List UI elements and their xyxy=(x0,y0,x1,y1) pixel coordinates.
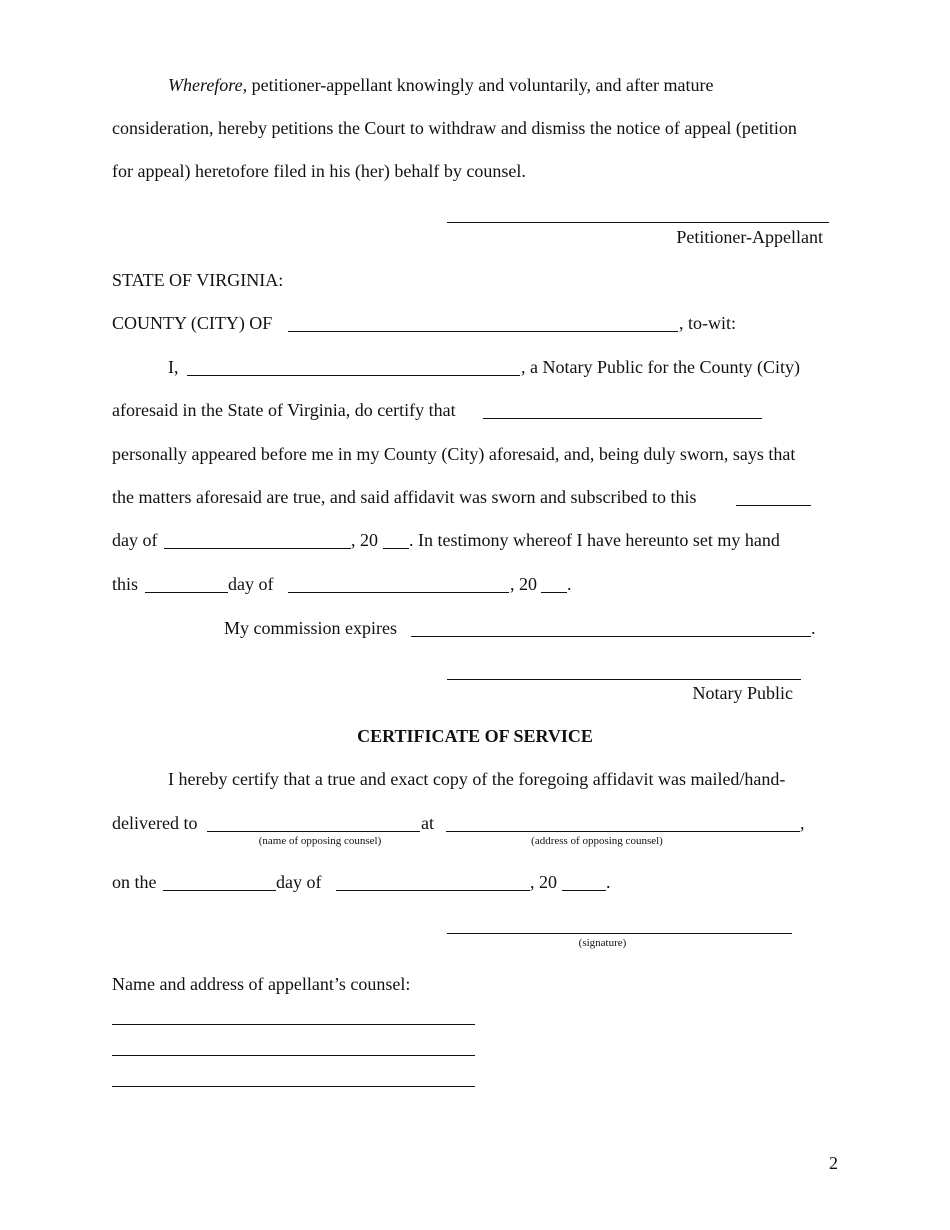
petitioner-signature-line[interactable] xyxy=(447,222,829,223)
delivered-to-prefix: delivered to xyxy=(112,813,198,833)
county-suffix: , to-wit: xyxy=(679,313,736,333)
hand-year-blank[interactable] xyxy=(541,592,567,593)
on-year-prefix: , 20 xyxy=(530,872,557,892)
certificate-signature-line[interactable] xyxy=(447,933,792,934)
name-caption: (name of opposing counsel) xyxy=(258,835,382,847)
on-the-prefix: on the xyxy=(112,872,157,892)
testimony-text: . In testimony whereof I have hereunto set my hand xyxy=(409,530,780,550)
counsel-line-2[interactable] xyxy=(112,1055,475,1056)
notary-name-blank[interactable] xyxy=(187,375,520,376)
commission-end: . xyxy=(811,618,816,638)
wherefore-word: Wherefore, xyxy=(168,75,248,95)
intro-line-1 xyxy=(168,74,713,96)
this-prefix: this xyxy=(112,574,139,594)
petitioner-appellant-label: Petitioner-Appellant xyxy=(676,227,823,247)
signature-caption: (signature) xyxy=(578,937,627,949)
service-day-blank[interactable] xyxy=(163,890,276,891)
page-number: 2 xyxy=(829,1153,838,1173)
hand-day-blank[interactable] xyxy=(145,592,228,593)
sworn-year-blank[interactable] xyxy=(383,548,409,549)
aforesaid-text: aforesaid in the State of Virginia, do certify that xyxy=(112,400,456,420)
counsel-label: Name and address of appellant’s counsel: xyxy=(112,974,411,994)
at-word: at xyxy=(421,813,434,833)
commission-text: My commission expires xyxy=(224,618,397,638)
service-year-blank[interactable] xyxy=(562,890,606,891)
intro-line-3: for appeal) heretofore filed in his (her) behalf by counsel. xyxy=(112,161,526,181)
notary-signature-line[interactable] xyxy=(447,679,801,680)
notary-i-suffix: , a Notary Public for the County (City) xyxy=(521,357,800,377)
county-prefix: COUNTY (CITY) OF xyxy=(112,313,273,333)
counsel-line-3[interactable] xyxy=(112,1086,475,1087)
intro-line-2: consideration, hereby petitions the Court to withdraw and dismiss the notice of appeal (petition xyxy=(112,118,797,138)
on-day-of: day of xyxy=(276,872,322,892)
opposing-counsel-name-blank[interactable] xyxy=(207,831,420,832)
this-year-prefix: , 20 xyxy=(510,574,537,594)
on-end: . xyxy=(606,872,611,892)
this-day-of: day of xyxy=(228,574,274,594)
service-month-blank[interactable] xyxy=(336,890,530,891)
personally-appeared-text: personally appeared before me in my County (City) aforesaid, and, being duly sworn, says that xyxy=(112,444,796,464)
address-caption: (address of opposing counsel) xyxy=(531,835,663,847)
day-of-year-prefix: , 20 xyxy=(351,530,378,550)
opposing-counsel-address-blank[interactable] xyxy=(446,831,800,832)
county-blank[interactable] xyxy=(288,331,678,332)
notary-i-prefix: I, xyxy=(168,357,179,377)
sworn-month-blank[interactable] xyxy=(164,548,351,549)
commission-blank[interactable] xyxy=(411,636,811,637)
hand-month-blank[interactable] xyxy=(288,592,509,593)
notary-public-label: Notary Public xyxy=(692,683,793,703)
matters-text: the matters aforesaid are true, and said affidavit was sworn and subscribed to this xyxy=(112,487,697,507)
delivered-comma: , xyxy=(800,813,805,833)
day-of-prefix: day of xyxy=(112,530,158,550)
affiant-name-blank[interactable] xyxy=(483,418,762,419)
counsel-line-1[interactable] xyxy=(112,1024,475,1025)
certificate-line-1: I hereby certify that a true and exact copy of the foregoing affidavit was mailed/hand- xyxy=(168,769,786,789)
this-end: . xyxy=(567,574,572,594)
sworn-day-blank[interactable] xyxy=(736,505,811,506)
certificate-title: CERTIFICATE OF SERVICE xyxy=(357,726,593,746)
state-heading: STATE OF VIRGINIA: xyxy=(112,270,284,290)
intro-line-1-text: petitioner-appellant knowingly and voluntarily, and after mature xyxy=(247,75,714,95)
